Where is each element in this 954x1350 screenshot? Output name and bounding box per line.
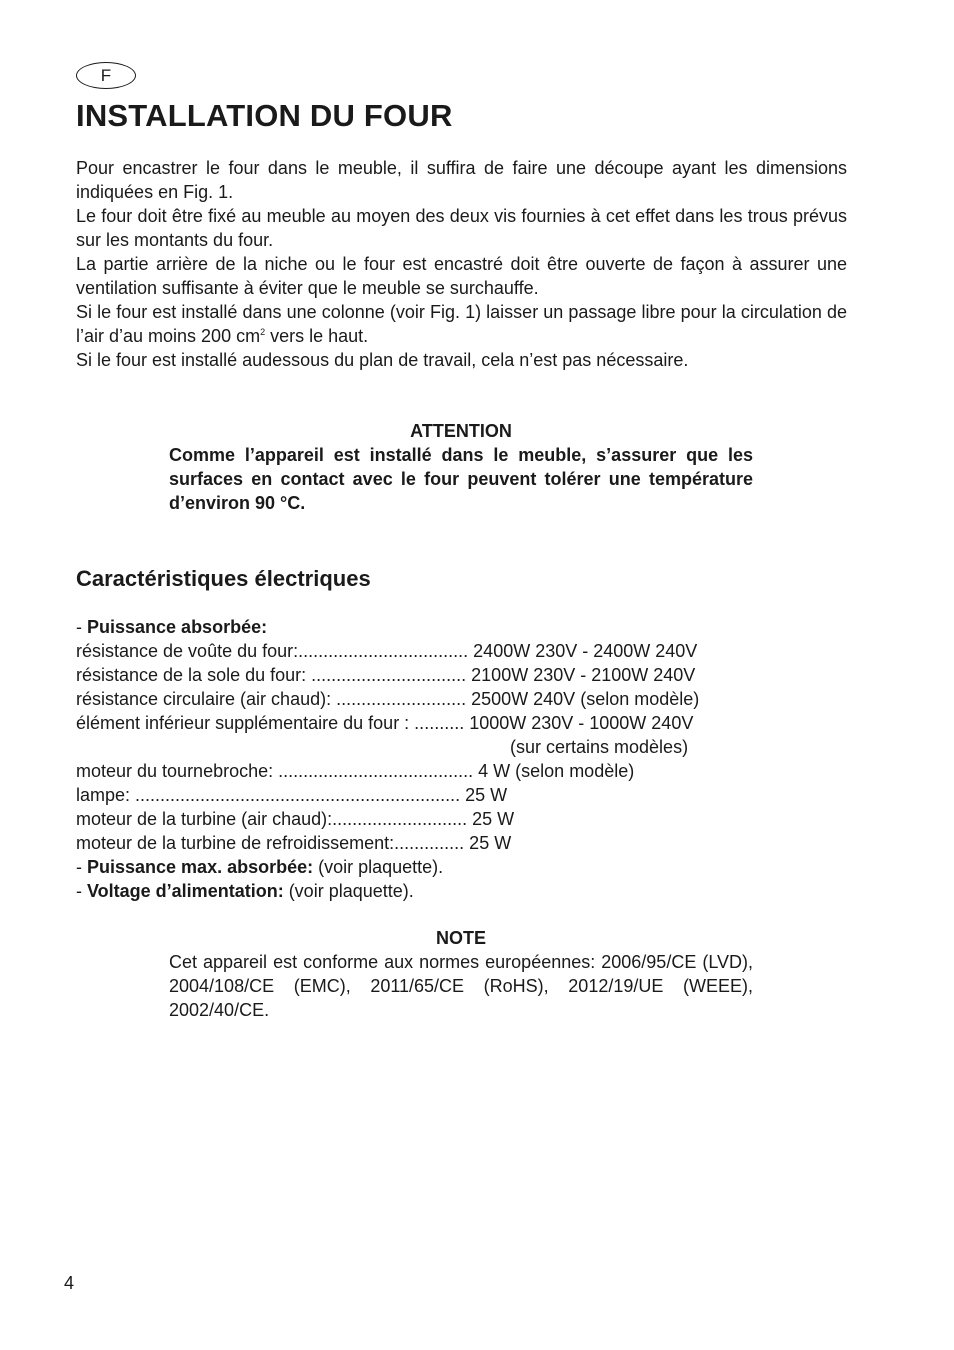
spec-line: moteur de la turbine de refroidissement:.............. 25 W bbox=[76, 833, 512, 853]
page-number: 4 bbox=[64, 1273, 75, 1293]
spec-prefix: - bbox=[76, 857, 87, 877]
attention-heading: ATTENTION bbox=[410, 421, 512, 441]
intro-paragraph: La partie arrière de la niche ou le four est encastré doit être ouverte de façon à assurer une ventilation suffisante à éviter que le meuble se surchauffe. bbox=[76, 254, 847, 298]
electrical-specs bbox=[76, 615, 836, 903]
spec-line: moteur du tournebroche: ....................................... 4 W (selon modèle) bbox=[76, 761, 635, 781]
spec-label: Puissance max. absorbée: bbox=[87, 857, 314, 877]
attention-text: Comme l’appareil est installé dans le meuble, s’assurer que les surfaces en contact avec le four peuvent tolérer une température d’environ 90 °C. bbox=[169, 445, 753, 513]
note-text: Cet appareil est conforme aux normes européennes: 2006/95/CE (LVD), 2004/108/CE (EMC), 2011/65/CE (RoHS), 2012/19/UE (WEEE), 2002/40/CE. bbox=[169, 952, 753, 1020]
intro-text bbox=[76, 156, 847, 372]
page-title: INSTALLATION DU FOUR bbox=[76, 98, 453, 133]
spec-line: résistance circulaire (air chaud): .......................... 2500W 240V (selon modèle) bbox=[76, 689, 700, 709]
spec-value: (voir plaquette). bbox=[283, 881, 414, 901]
intro-paragraph: Pour encastrer le four dans le meuble, il suffira de faire une découpe ayant les dimensions indiquées en Fig. 1. bbox=[76, 158, 847, 202]
intro-paragraph-text: vers le haut. bbox=[265, 326, 369, 346]
spec-row bbox=[76, 615, 836, 639]
spec-line-note: (sur certains modèles) bbox=[510, 737, 689, 757]
spec-line: résistance de la sole du four: ............................... 2100W 230V - 2100W 240V bbox=[76, 665, 696, 685]
spec-label: Voltage d’alimentation: bbox=[87, 881, 284, 901]
intro-paragraph: Si le four est installé audessous du plan de travail, cela n’est pas nécessaire. bbox=[76, 350, 689, 370]
superscript: 2 bbox=[260, 327, 266, 337]
intro-paragraph: Le four doit être fixé au meuble au moyen des deux vis fournies à cet effet dans les trous prévus sur les montants du four. bbox=[76, 206, 847, 250]
spec-line: lampe: ................................................................. 25 W bbox=[76, 785, 508, 805]
spec-row bbox=[76, 879, 836, 903]
spec-line: résistance de voûte du four:.................................. 2400W 230V - 2400W 240V bbox=[76, 641, 698, 661]
language-badge: F bbox=[76, 62, 136, 89]
intro-paragraph bbox=[76, 300, 847, 348]
spec-value: (voir plaquette). bbox=[313, 857, 444, 877]
spec-row bbox=[76, 855, 836, 879]
note-heading: NOTE bbox=[435, 928, 486, 948]
spec-prefix: - bbox=[76, 617, 87, 637]
spec-line: élément inférieur supplémentaire du four : .......... 1000W 230V - 1000W 240V bbox=[76, 713, 694, 733]
spec-line: moteur de la turbine (air chaud):........................... 25 W bbox=[76, 809, 515, 829]
section-heading: Caractéristiques électriques bbox=[76, 566, 371, 591]
note-box bbox=[169, 926, 753, 1022]
spec-label: Puissance absorbée: bbox=[87, 617, 268, 637]
spec-prefix: - bbox=[76, 881, 87, 901]
intro-paragraph-text: Si le four est installé dans une colonne (voir Fig. 1) laisser un passage libre pour la circulation de l’air d’au moins 200 cm bbox=[76, 302, 847, 346]
attention-box bbox=[169, 419, 753, 515]
